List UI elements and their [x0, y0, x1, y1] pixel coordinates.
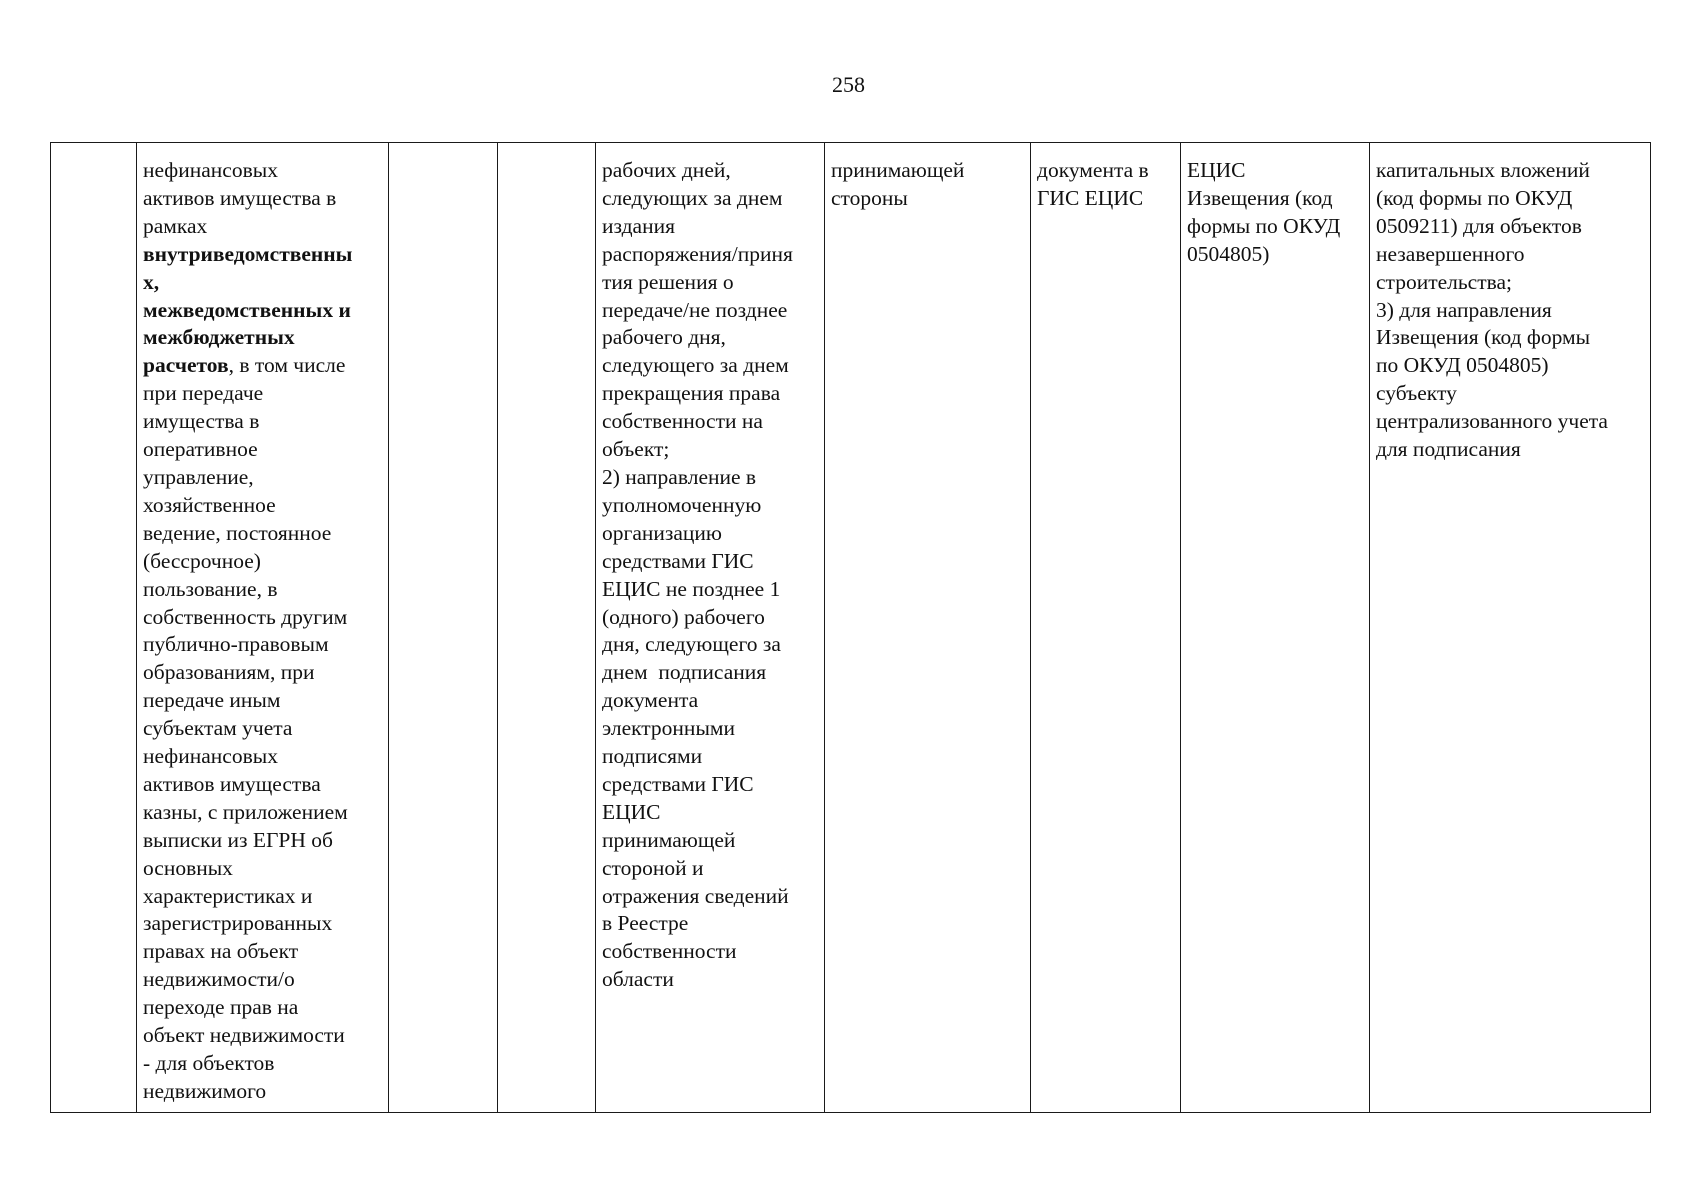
text-line-bold: межведомственных и — [143, 297, 351, 322]
text-line: характеристиках и — [143, 883, 313, 908]
text-line: основных — [143, 855, 233, 880]
text-line: Извещения (код — [1187, 185, 1333, 210]
text-line: тия решения о — [602, 269, 734, 294]
text-line: активов имущества в — [143, 185, 337, 210]
text-line-bold: межбюджетных — [143, 325, 295, 350]
text-line: документа в — [1037, 158, 1149, 182]
text-line: нефинансовых — [143, 744, 278, 769]
text-line: оперативное — [143, 437, 258, 462]
text-line: передаче/не позднее — [602, 297, 788, 322]
text-line: выписки из ЕГРН об — [143, 827, 333, 852]
text-line: собственности на — [602, 409, 763, 434]
cell-col9 — [1370, 143, 1651, 1113]
cell-col6 — [825, 143, 1031, 1113]
text-line: распоряжения/приня — [602, 241, 793, 266]
text-line: - для объектов — [143, 1051, 275, 1075]
text-line: ЕЦИС не позднее 1 — [602, 576, 781, 601]
text-line: формы по ОКУД — [1187, 213, 1341, 238]
text-line: электронными — [602, 716, 735, 741]
text-line: собственности — [602, 939, 737, 964]
text-line: ЕЦИС — [1187, 158, 1246, 182]
text-line: ГИС ЕЦИС — [1037, 185, 1144, 210]
text-line: в Реестре — [602, 911, 689, 936]
document-table — [50, 142, 1651, 1113]
text-line: недвижимого — [143, 1078, 267, 1103]
text-line: переходе прав на — [143, 995, 299, 1020]
text-line: следующих за днем — [602, 185, 783, 210]
text-line: правах на объект — [143, 939, 299, 964]
text-line: подписями — [602, 744, 703, 769]
text-line: для подписания — [1376, 437, 1521, 462]
text-line: строительства; — [1376, 269, 1513, 294]
text-fragment: , в том числе — [228, 353, 346, 378]
cell-col8 — [1181, 143, 1370, 1113]
text-line: имущества в — [143, 409, 260, 434]
text-line: объект; — [602, 437, 670, 462]
cell-col4 — [498, 143, 596, 1113]
text-line: незавершенного — [1376, 241, 1525, 266]
text-line: стороной и — [602, 855, 704, 880]
text-line: 0504805) — [1187, 241, 1270, 266]
cell-col2 — [137, 143, 389, 1113]
text-line: управление, — [143, 464, 254, 489]
text-line: следующего за днем — [602, 353, 789, 378]
text-line: области — [602, 967, 674, 992]
text-line-bold: внутриведомственны — [143, 241, 353, 266]
text-line: 2) направление в — [602, 464, 757, 489]
bold-term: расчетов — [143, 353, 229, 378]
text-line: публично-правовым — [143, 632, 329, 657]
cell-col1 — [51, 143, 137, 1113]
text-line: зарегистрированных — [143, 911, 333, 936]
table-row — [51, 143, 1651, 1113]
text-line: уполномоченную — [602, 492, 762, 517]
text-line: централизованного учета — [1376, 409, 1608, 434]
text-line: ЕЦИС — [602, 799, 661, 824]
text-line: (код формы по ОКУД — [1376, 185, 1573, 210]
text-line: отражения сведений — [602, 883, 789, 908]
text-line: пользование, в — [143, 576, 278, 601]
text-line: активов имущества — [143, 771, 321, 796]
text-line: капитальных вложений — [1376, 158, 1590, 182]
text-line: казны, с приложением — [143, 799, 348, 824]
text-line: субъектам учета — [143, 716, 293, 741]
text-line-mixed — [143, 352, 382, 380]
text-line: принимающей — [831, 158, 965, 182]
text-line: организацию — [602, 520, 722, 545]
text-line: объект недвижимости — [143, 1023, 345, 1048]
cell-col7 — [1031, 143, 1181, 1113]
page-number: 258 — [832, 72, 865, 97]
text-line: нефинансовых — [143, 158, 278, 182]
text-line: при передаче — [143, 381, 264, 406]
text-line: Извещения (код формы — [1376, 325, 1591, 350]
text-line: (одного) рабочего — [602, 604, 765, 629]
text-line: издания — [602, 213, 675, 238]
text-line: образованиям, при — [143, 660, 315, 685]
cell-col5 — [596, 143, 825, 1113]
text-line: принимающей — [602, 827, 736, 852]
text-line: передаче иным — [143, 688, 281, 713]
text-line: (бессрочное) — [143, 548, 261, 573]
text-line: прекращения права — [602, 381, 781, 406]
text-line: недвижимости/о — [143, 967, 295, 992]
text-line: по ОКУД 0504805) — [1376, 353, 1549, 378]
text-line: средствами ГИС — [602, 771, 754, 796]
text-line: субъекту — [1376, 381, 1457, 406]
text-line: дня, следующего за — [602, 632, 781, 657]
text-line: ведение, постоянное — [143, 520, 332, 545]
text-line: документа — [602, 688, 699, 713]
text-line: стороны — [831, 185, 908, 210]
text-line: рабочего дня, — [602, 325, 726, 350]
text-line: 3) для направления — [1376, 297, 1552, 322]
text-line: рабочих дней, — [602, 158, 731, 182]
text-line: собственность другим — [143, 604, 348, 629]
cell-col3 — [389, 143, 498, 1113]
text-line: средствами ГИС — [602, 548, 754, 573]
text-line-bold: х, — [143, 269, 160, 294]
text-line: рамках — [143, 213, 208, 238]
text-line: хозяйственное — [143, 492, 276, 517]
text-line: днем подписания — [602, 660, 767, 685]
text-line: 0509211) для объектов — [1376, 213, 1582, 238]
